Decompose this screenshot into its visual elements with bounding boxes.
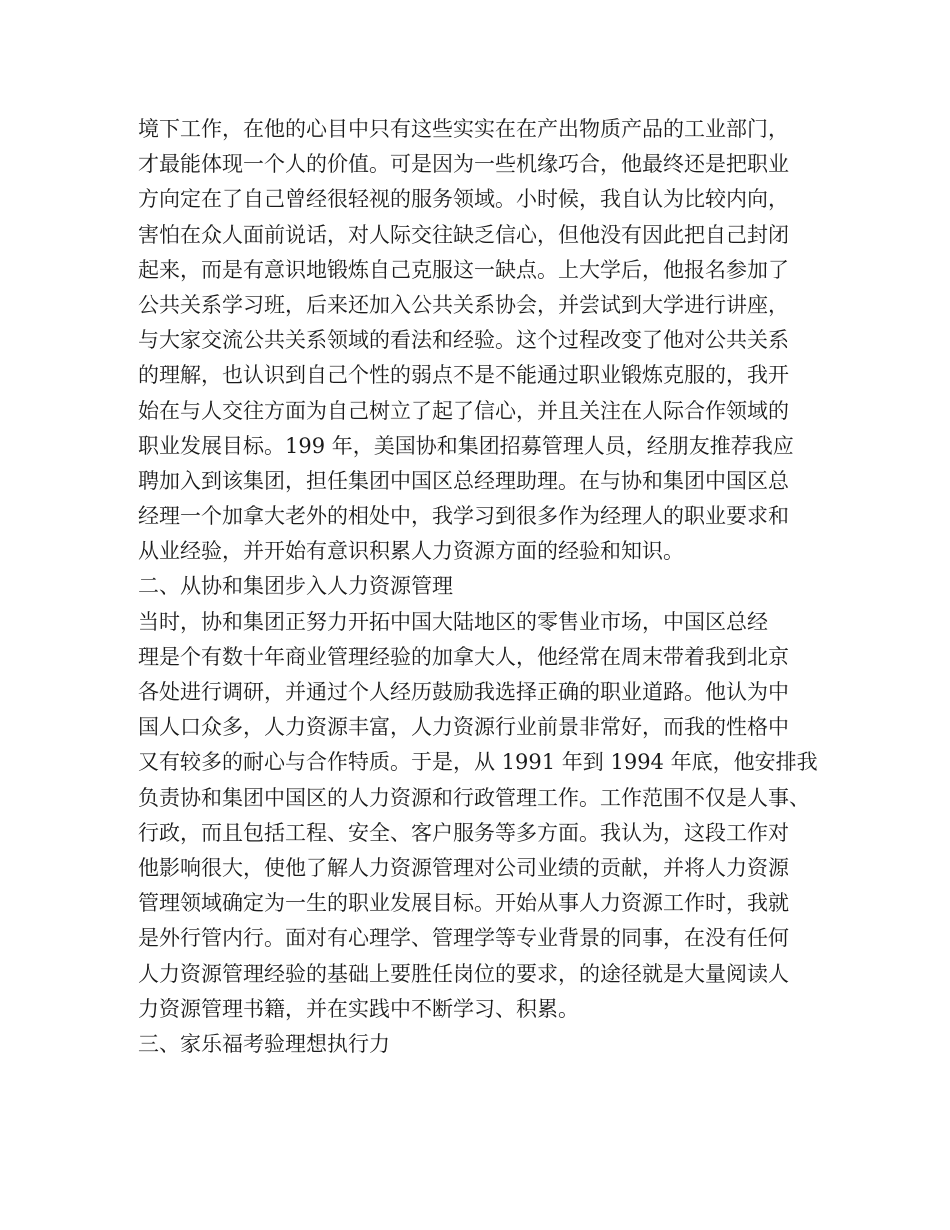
text-line: 公共关系学习班，后来还加入公共关系协会，并尝试到大学进行讲座， (138, 292, 789, 317)
text-line: 与大家交流公共关系领域的看法和经验。这个过程改变了他对公共关系 (138, 328, 789, 353)
text-line: 力资源管理书籍，并在实践中不断学习、积累。 (138, 996, 579, 1021)
text-line: 的理解，也认识到自己个性的弱点不是不能通过职业锻炼克服的，我开 (138, 363, 789, 388)
text-line: 始在与人交往方面为自己树立了起了信心，并且关注在人际合作领域的 (138, 398, 789, 423)
text-line: 管理领域确定为一生的职业发展目标。开始从事人力资源工作时，我就 (138, 891, 789, 916)
text-line: 从业经验，并开始有意识积累人力资源方面的经验和知识。 (138, 539, 684, 564)
text-line: 各处进行调研，并通过个人经历鼓励我选择正确的职业道路。他认为中 (138, 680, 789, 704)
text-line: 聘加入到该集团，担任集团中国区总经理助理。在与协和集团中国区总 (138, 468, 789, 493)
section-heading: 二、从协和集团步入人力资源管理 (138, 574, 453, 599)
text-line: 人力资源管理经验的基础上要胜任岗位的要求，的途径就是大量阅读人 (138, 961, 789, 986)
text-line: 当时，协和集团正努力开拓中国大陆地区的零售业市场，中国区总经 (138, 609, 768, 634)
text-line: 国人口众多，人力资源丰富，人力资源行业前景非常好，而我的性格中 (138, 715, 789, 740)
section-heading: 三、家乐福考验理想执行力 (138, 1031, 390, 1056)
text-line: 害怕在众人面前说话，对人际交往缺乏信心，但他没有因此把自己封闭 (138, 222, 789, 247)
text-line: 职业发展目标。199 年，美国协和集团招募管理人员，经朋友推荐我应 (138, 433, 794, 458)
text-line: 理是个有数十年商业管理经验的加拿大人，他经常在周末带着我到北京 (138, 644, 789, 669)
text-line: 才最能体现一个人的价值。可是因为一些机缘巧合，他最终还是把职业 (138, 152, 789, 177)
text-line: 负责协和集团中国区的人力资源和行政管理工作。工作范围不仅是人事、 (138, 785, 810, 810)
document-body (138, 112, 828, 1062)
text-line: 起来，而是有意识地锻炼自己克服这一缺点。上大学后，他报名参加了 (138, 257, 789, 282)
text-line: 经理一个加拿大老外的相处中，我学习到很多作为经理人的职业要求和 (138, 504, 789, 529)
text-line: 他影响很大，使他了解人力资源管理对公司业绩的贡献，并将人力资源 (138, 855, 789, 880)
text-line: 行政，而且包括工程、安全、客户服务等多方面。我认为，这段工作对 (138, 820, 789, 845)
text-line: 是外行管内行。面对有心理学、管理学等专业背景的同事，在没有任何 (138, 926, 789, 951)
text-line: 方向定在了自己曾经很轻视的服务领域。小时候，我自认为比较内向， (138, 187, 789, 212)
text-line: 又有较多的耐心与合作特质。于是，从 1991 年到 1994 年底，他安排我 (138, 750, 818, 775)
text-line: 境下工作，在他的心目中只有这些实实在在产出物质产品的工业部门， (138, 117, 789, 141)
